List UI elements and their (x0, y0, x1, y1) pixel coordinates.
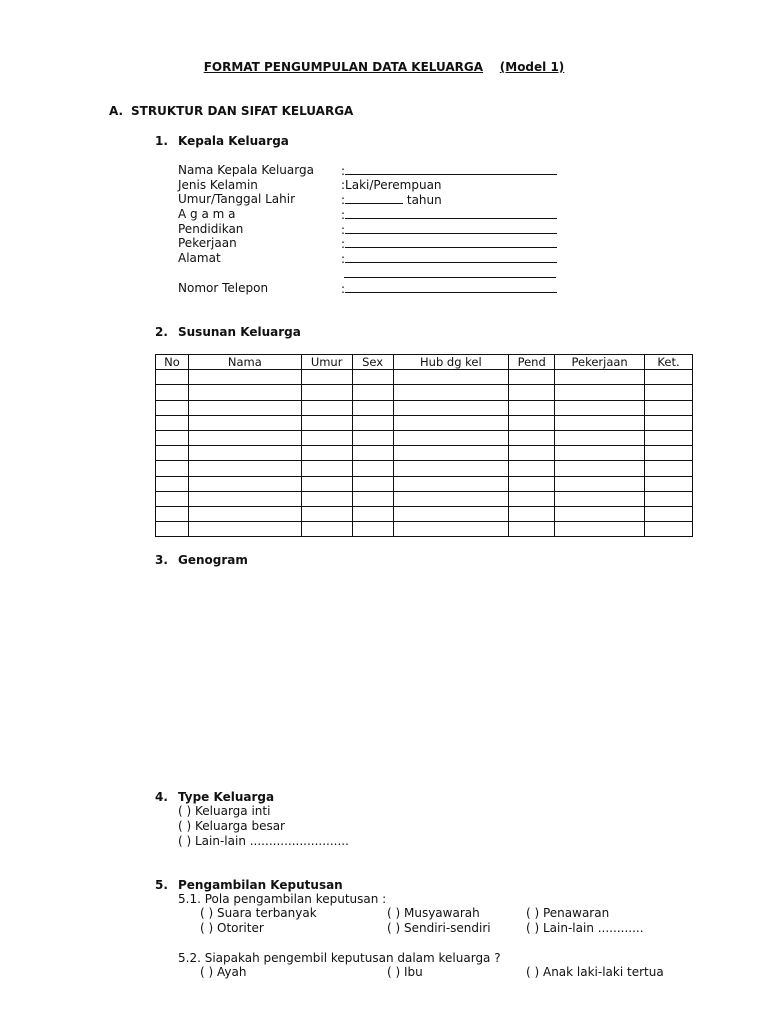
option-sendiri-sendiri[interactable]: ( ) Sendiri-sendiri (387, 921, 491, 935)
title-main: FORMAT PENGUMPULAN DATA KELUARGA (203, 60, 484, 74)
col-no: No (156, 355, 189, 370)
table-row[interactable] (156, 461, 693, 476)
s2-marker: 2. (155, 325, 168, 339)
label-umur: Umur/Tanggal Lahir (178, 192, 296, 206)
field-pendidikan[interactable]: : (341, 222, 557, 237)
label-pendidikan: Pendidikan (178, 222, 244, 236)
s4-marker: 4. (155, 790, 168, 804)
option-penawaran[interactable]: ( ) Penawaran (526, 906, 610, 920)
table-row[interactable] (156, 522, 693, 537)
table-row[interactable] (156, 415, 693, 430)
col-sex: Sex (352, 355, 393, 370)
q51-label: 5.1. Pola pengambilan keputusan : (178, 892, 387, 906)
s5-marker: 5. (155, 878, 168, 892)
field-nama-kepala[interactable]: : (341, 163, 557, 178)
option-keluarga-besar[interactable]: ( ) Keluarga besar (178, 819, 285, 833)
col-nama: Nama (188, 355, 301, 370)
label-pekerjaan: Pekerjaan (178, 236, 237, 250)
field-pekerjaan[interactable]: : (341, 236, 557, 251)
option-musyawarah[interactable]: ( ) Musyawarah (387, 906, 480, 920)
family-table (155, 354, 693, 537)
s1-marker: 1. (155, 134, 168, 148)
option-anak-laki-tertua[interactable]: ( ) Anak laki-laki tertua (526, 965, 664, 979)
section-a-marker: A. (109, 104, 124, 118)
option-otoriter[interactable]: ( ) Otoriter (200, 921, 264, 935)
option-ayah[interactable]: ( ) Ayah (200, 965, 247, 979)
s3-heading: Genogram (178, 553, 248, 567)
field-umur[interactable]: : tahun (341, 193, 442, 207)
s4-heading: Type Keluarga (178, 790, 275, 804)
option-suara-terbanyak[interactable]: ( ) Suara terbanyak (200, 906, 317, 920)
s1-heading: Kepala Keluarga (178, 134, 289, 148)
s5-heading: Pengambilan Keputusan (178, 878, 343, 892)
col-hub: Hub dg kel (393, 355, 509, 370)
table-row[interactable] (156, 430, 693, 445)
field-jenis-kelamin[interactable]: :Laki/Perempuan (341, 178, 442, 192)
q52-label: 5.2. Siapakah pengembil keputusan dalam keluarga ? (178, 951, 501, 965)
option-keluarga-inti[interactable]: ( ) Keluarga inti (178, 804, 271, 818)
option-lain-lain[interactable]: ( ) Lain-lain .......................... (178, 834, 349, 848)
title-model: (Model 1) (499, 60, 565, 74)
label-alamat: Alamat (178, 251, 221, 265)
field-alamat-line2[interactable] (344, 266, 556, 278)
option-ibu[interactable]: ( ) Ibu (387, 965, 423, 979)
label-telepon: Nomor Telepon (178, 281, 269, 295)
option-lain-lain-51[interactable]: ( ) Lain-lain ............ (526, 921, 644, 935)
table-row[interactable] (156, 476, 693, 491)
field-alamat[interactable]: : (341, 251, 557, 266)
table-row[interactable] (156, 385, 693, 400)
table-header-row (156, 355, 693, 370)
table-row[interactable] (156, 400, 693, 415)
col-ket: Ket. (645, 355, 693, 370)
col-umur: Umur (301, 355, 352, 370)
table-row[interactable] (156, 370, 693, 385)
col-pend: Pend (509, 355, 555, 370)
field-agama[interactable]: : (341, 207, 557, 222)
label-nama-kepala: Nama Kepala Keluarga (178, 163, 314, 177)
label-jenis-kelamin: Jenis Kelamin (178, 178, 258, 192)
field-telepon[interactable]: : (341, 281, 557, 296)
s2-heading: Susunan Keluarga (178, 325, 301, 339)
table-row[interactable] (156, 506, 693, 521)
label-agama: A g a m a (178, 207, 236, 221)
genogram-area[interactable] (178, 575, 688, 780)
page-title (0, 60, 768, 74)
col-pekerjaan: Pekerjaan (555, 355, 645, 370)
table-row[interactable] (156, 446, 693, 461)
section-a-heading: STRUKTUR DAN SIFAT KELUARGA (131, 104, 354, 118)
table-row[interactable] (156, 491, 693, 506)
s3-marker: 3. (155, 553, 168, 567)
